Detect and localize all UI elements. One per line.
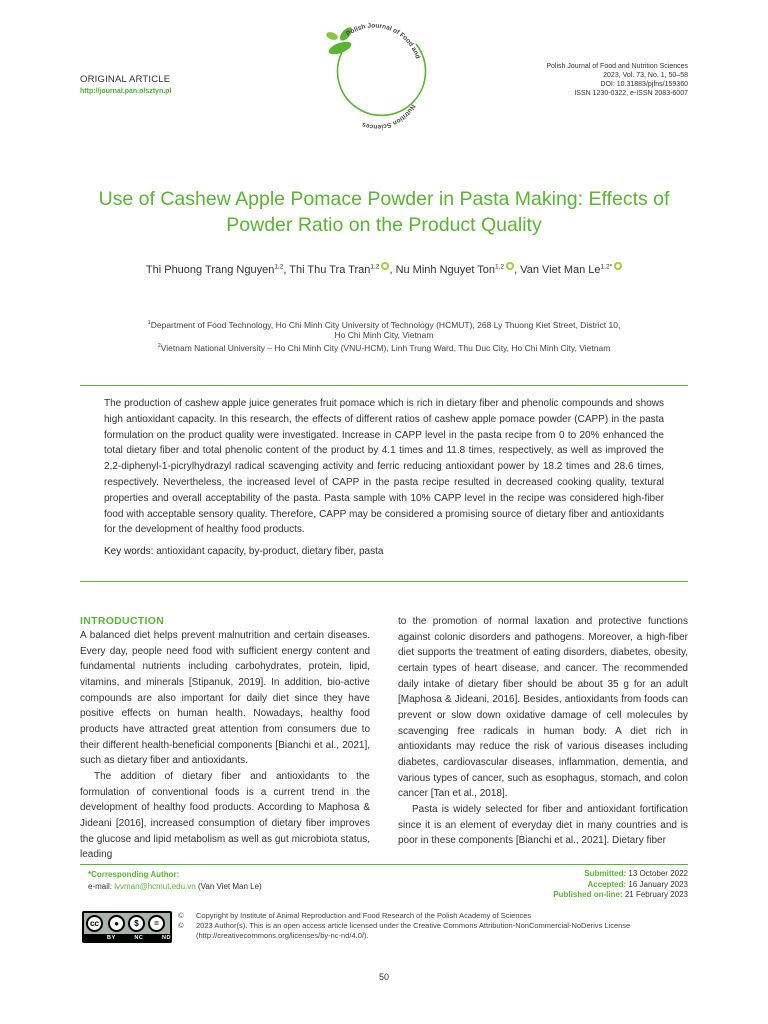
- orcid-icon[interactable]: [614, 262, 622, 270]
- author-list: Thi Phuong Trang Nguyen$^{1,2}$, Thi Thu Tra Tran$^{1,2}$ , Nu Minh Nguyet Ton$^{1,2}$ , Van Viet Man $Le^{1,2*}$: [80, 262, 688, 276]
- affiliation-1-cont: Ho Chi Minh City, Vietnam: [334, 330, 434, 341]
- accepted-date: 16 January 2023: [626, 879, 688, 889]
- published-date: 21 February 2023: [622, 890, 688, 899]
- journal-info: [546, 62, 688, 98]
- journal-url[interactable]: http://journal.pan.olsztyn.pl: [80, 88, 172, 95]
- email-suffix: (Van Viet Man Le): [195, 882, 262, 891]
- badge-nd: ND: [162, 935, 171, 941]
- affiliation-number: 1: [147, 320, 151, 326]
- cc-icon: cc: [86, 915, 103, 932]
- corresponding-label: *Corresponding Author:: [88, 870, 180, 879]
- license-line-2: 2023 Author(s). This is an open access article licensed under the Creative Commons Attribution-NonCommercial-NoDerivs License: [196, 921, 631, 931]
- orcid-icon[interactable]: [506, 262, 514, 270]
- submitted-label: Submitted:: [584, 869, 627, 878]
- creative-commons-badge[interactable]: [82, 911, 172, 943]
- author-affiliation: 1,2*: [600, 263, 613, 271]
- divider: [80, 864, 688, 865]
- journal-logo: [318, 14, 436, 132]
- orcid-icon[interactable]: [381, 262, 389, 270]
- author-name: Thi Thu Tra Tran: [289, 264, 371, 276]
- nc-icon: $: [128, 915, 145, 932]
- journal-doi[interactable]: DOI: 10.31883/pjfns/159360: [600, 81, 688, 88]
- keywords: [104, 546, 664, 557]
- journal-issn: ISSN 1230-0322, e-ISSN 2083-6007: [574, 90, 688, 97]
- article-type: ORIGINAL ARTICLE: [80, 74, 171, 85]
- author-affiliation: 1,2: [274, 263, 284, 271]
- email-link[interactable]: lvvman@hcmut.edu.vn: [114, 882, 196, 891]
- article-dates: [553, 869, 688, 901]
- article-title: Use of Cashew Apple Pomace Powder in Pasta Making: Effects of Powder Ratio on the Product Quality: [98, 188, 670, 236]
- abstract: The production of cashew apple juice generates fruit pomace which is rich in dietary fiber and phenolic compounds and shows high antioxidant capacity. In this research, the effects of different ratios of cashew apple pomace powder (CAPP) in the pasta formulation on the product quality were investigated. Increase in CAPP level in the pasta recipe from 0 to 20% enhanced the total dietary fiber and total phenolic content of the product by 4.1 times and 11.8 times, respectively, as well as improved the 2,2-diphenyl-1-picrylhydrazyl radical scavenging activity and ferric reducing antioxidant power by 18.2 times and 28.6 times, respectively. Nevertheless, the increased level of CAPP in the pasta recipe resulted in decreased cooking quality, textural properties and overall acceptability of the pasta. Pasta sample with 10% CAPP level in the recipe was considered high-fiber food with acceptable sensory quality. Therefore, CAPP may be considered a promising source of dietary fiber and antioxidants for the development of healthy food products.: [104, 398, 664, 536]
- divider: [80, 581, 688, 582]
- paragraph: to the promotion of normal laxation and protective functions against colonic disorders and pathogens. Moreover, a high-fiber diet supports the treatment of eating disorders, diabetes, obesity, certain types of heart disease, and cancer. The recommended daily intake of dietary fiber should be about 35 g for an adult [Maphosa & Jideani, 2016]. Besides, antioxidants from foods can prevent or slow down oxidative damage of cell molecules by scavenging free radicals in human body. A diet rich in antioxidants may reduce the risk of various diseases including diabetes, cardiovascular diseases, inflammation, dementia, and various types of cancer, such as esophagus, stomach, and colon cancer [Tan et al., 2018].: [398, 616, 688, 800]
- section-heading: INTRODUCTION: [80, 615, 165, 627]
- journal-name: Polish Journal of Food and Nutrition Sciences: [546, 63, 688, 70]
- svg-text:Polish Journal of Food and: Polish Journal of Food and: [345, 22, 421, 60]
- paragraph: Pasta is widely selected for fiber and antioxidant fortification since it is an element of everyday diet in many countries and is poor in these components [Bianchi et al., 2021]. Dietary fiber: [398, 803, 688, 847]
- email-prefix: e-mail:: [88, 882, 115, 891]
- body-column-right: [398, 614, 688, 849]
- license-line-1: Copyright by Institute of Animal Reproduction and Food Research of the Polish Academy of Sciences: [196, 911, 532, 920]
- badge-nc: NC: [134, 935, 144, 941]
- published-label: Published on-line:: [553, 890, 623, 899]
- copyright-icon: ©: [178, 921, 184, 931]
- affiliation-number: 2: [157, 342, 161, 349]
- corresponding-author: [88, 869, 262, 893]
- badge-labels: [107, 935, 171, 941]
- keywords-text: antioxidant capacity, by-product, dietary fiber, pasta: [153, 546, 384, 557]
- by-icon: ●: [108, 915, 125, 932]
- affiliation-2: Vietnam National University – Ho Chi Minh City (VNU-HCM), Linh Trung Ward, Thu Duc City, Ho Chi Minh City, Vietnam: [160, 342, 611, 353]
- author-name: Nu Minh Nguyet Ton: [395, 264, 496, 276]
- license-text: [178, 911, 688, 942]
- page-number: 50: [378, 972, 389, 982]
- svg-text:Nutrition Sciences: Nutrition Sciences: [361, 102, 417, 131]
- author-name: Van Viet Man Le: [520, 264, 601, 276]
- affiliations: [110, 318, 658, 353]
- paragraph: The addition of dietary fiber and antioxidants to the formulation of conventional foods is a current trend in the development of healthy food products. According to Maphosa & Jideani [2016], increased consumption of dietary fiber improves the glucose and lipid metabolism as well as gut microbiota status, leading: [80, 770, 370, 861]
- author-affiliation: 1,2: [495, 263, 505, 271]
- journal-volume: 2023, Vol. 73, No. 1, 50–58: [603, 72, 688, 79]
- paragraph: A balanced diet helps prevent malnutrition and certain diseases. Every day, people need food with sufficient energy content and fundamental nutrients including carbohydrates, protein, lipid, vitamins, and minerals [Stipanuk, 2019]. In addition, bio-active compounds are also important for daily diet since they have positive effects on human health. Nowadays, healthy food products have attracted great attention from consumers due to their different health-beneficial components [Bianchi et al., 2021], such as dietary fiber and antioxidants.: [80, 630, 370, 767]
- author-affiliation: 1,2: [370, 263, 380, 271]
- keywords-label: Key words:: [104, 546, 154, 557]
- body-column-left: [80, 614, 370, 863]
- accepted-label: Accepted:: [587, 879, 627, 889]
- nd-icon: =: [148, 915, 165, 932]
- license-url[interactable]: (http://creativecommons.org/licenses/by-nc-nd/4.0/).: [196, 931, 369, 941]
- badge-by: BY: [107, 935, 116, 941]
- affiliation-1: Department of Food Technology, Ho Chi Minh City University of Technology (HCMUT), 268 Ly Thuong Kiet Street, District 10,: [150, 319, 621, 330]
- copyright-icon: ©: [178, 911, 184, 920]
- divider: [80, 385, 688, 386]
- submitted-date: 13 October 2022: [626, 869, 688, 878]
- author-name: Thi Phuong Trang Nguyen: [145, 264, 275, 276]
